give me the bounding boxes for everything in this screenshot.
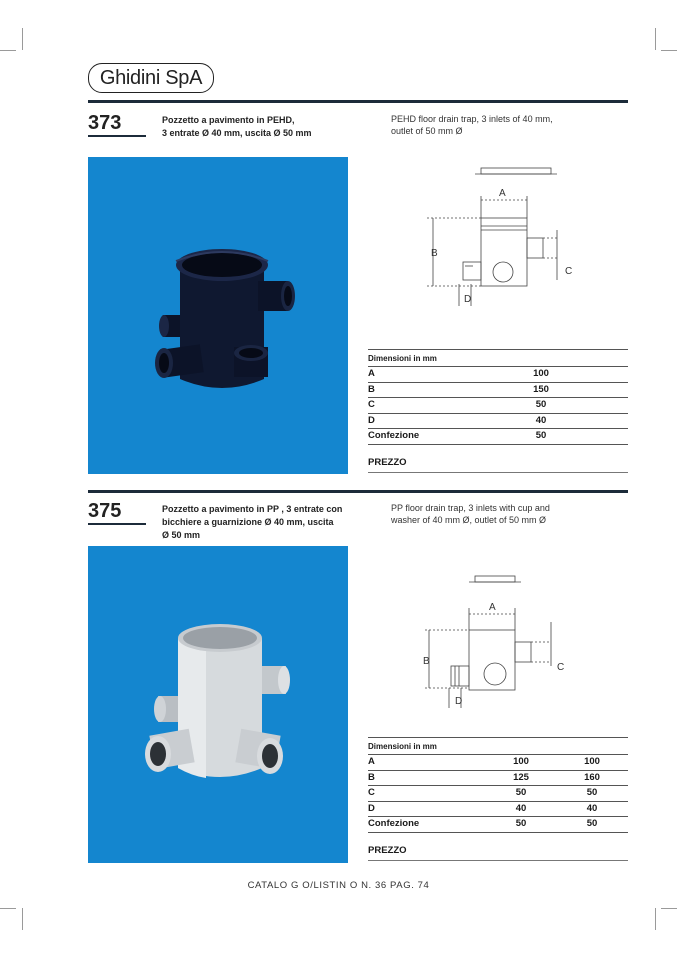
crop-mark [661, 908, 677, 909]
row-value: 50 [515, 818, 527, 829]
section-divider [88, 490, 628, 493]
row-value: 125 [513, 771, 529, 783]
product-code: 375 [88, 500, 122, 522]
crop-mark [655, 908, 656, 930]
diagram-label-a: A [489, 602, 496, 613]
product-code: 373 [88, 112, 122, 134]
table-row [368, 383, 628, 399]
row-value: 40 [535, 414, 547, 426]
row-label: Confezione [368, 818, 420, 829]
row-value: 50 [535, 430, 547, 441]
table-row [368, 786, 628, 802]
table-row [368, 802, 628, 818]
price-label: PREZZO [368, 844, 407, 856]
row-value: 50 [586, 818, 598, 829]
dimensions-table [368, 737, 628, 856]
table-row [368, 771, 628, 787]
row-value: 160 [584, 771, 600, 783]
product-title-en: PEHD floor drain trap, 3 inlets of 40 mm, outlet of 50 mm Ø [391, 114, 553, 136]
row-value: 50 [586, 787, 598, 798]
row-label: C [368, 399, 375, 410]
table-row [368, 398, 628, 414]
diagram-label-b: B [431, 248, 438, 259]
table-row [368, 755, 628, 771]
row-label: B [368, 383, 375, 395]
technical-drawing [415, 570, 590, 720]
product-code-underline [88, 135, 146, 137]
product-code-underline [88, 523, 146, 525]
row-label: A [368, 756, 375, 767]
row-label: D [368, 414, 375, 426]
diagram-label-c: C [565, 266, 573, 277]
table-header: Dimensioni in mm [368, 742, 437, 751]
crop-mark [0, 908, 16, 909]
diagram-label-b: B [423, 656, 430, 667]
crop-mark [655, 28, 656, 50]
dimension-diagram [415, 570, 590, 715]
table-header: Dimensioni in mm [368, 354, 437, 363]
diagram-label-d: D [455, 696, 463, 707]
row-label: Confezione [368, 430, 420, 441]
row-value: 100 [513, 756, 529, 767]
drain-trap-black-image [88, 157, 348, 474]
price-line [368, 472, 628, 473]
technical-drawing [415, 160, 590, 315]
row-value: 100 [533, 368, 549, 379]
row-label: B [368, 771, 375, 783]
dimensions-table [368, 349, 628, 468]
row-value: 50 [535, 399, 547, 410]
diagram-label-a: A [499, 188, 506, 199]
row-label: A [368, 368, 375, 379]
table-row [368, 429, 628, 445]
table-row [368, 414, 628, 430]
row-value: 40 [586, 802, 598, 814]
dimension-diagram [415, 160, 590, 310]
crop-mark [0, 50, 16, 51]
product-title-it: Pozzetto a pavimento in PEHD, 3 entrate Ø 40 mm, uscita Ø 50 mm [162, 115, 312, 138]
crop-mark [22, 908, 23, 930]
drain-trap-grey-image [88, 546, 348, 863]
table-row [368, 367, 628, 383]
row-label: D [368, 802, 375, 814]
row-value: 100 [584, 756, 600, 767]
table-row [368, 817, 628, 833]
product-title-en: PP floor drain trap, 3 inlets with cup and washer of 40 mm Ø, outlet of 50 mm Ø [391, 503, 550, 525]
page-footer: CATALO G O/LISTIN O N. 36 PAG. 74 [247, 880, 430, 891]
row-label: C [368, 787, 375, 798]
price-label: PREZZO [368, 456, 407, 468]
product-photo [88, 157, 348, 474]
diagram-label-c: C [557, 662, 565, 673]
crop-mark [22, 28, 23, 50]
row-value: 40 [515, 802, 527, 814]
diagram-label-d: D [464, 294, 472, 305]
section-divider [88, 100, 628, 103]
crop-mark [661, 50, 677, 51]
price-line [368, 860, 628, 861]
brand-logo-text: Ghidini SpA [99, 66, 203, 89]
row-value: 150 [533, 383, 549, 395]
product-title-it: Pozzetto a pavimento in PP , 3 entrate con bicchiere a guarnizione Ø 40 mm, uscita Ø 50 mm [162, 504, 343, 540]
row-value: 50 [515, 787, 527, 798]
brand-logo [88, 63, 214, 93]
product-photo [88, 546, 348, 863]
